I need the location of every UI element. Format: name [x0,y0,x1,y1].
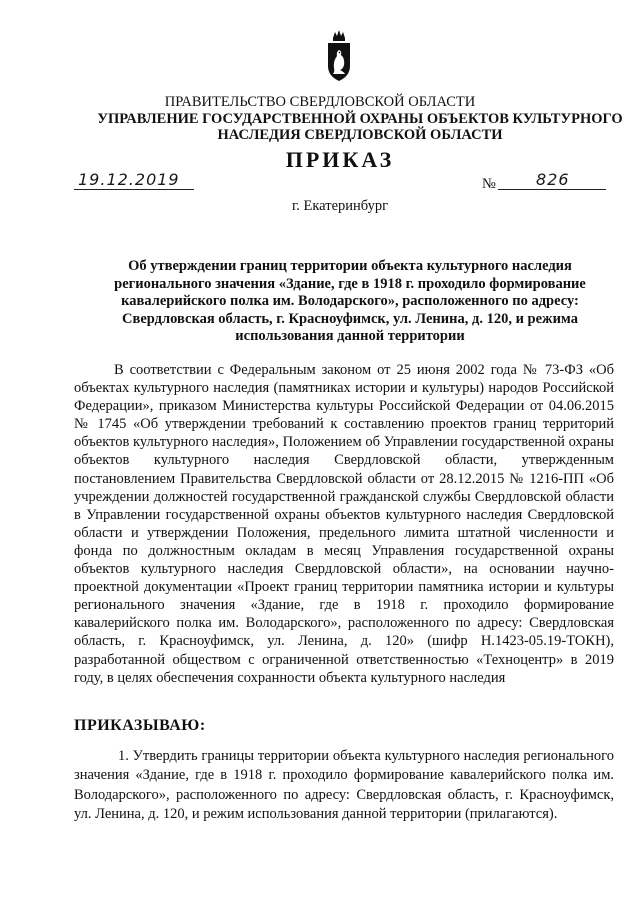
coat-of-arms-icon [325,28,353,84]
number-underline [498,189,606,190]
order-item-1: 1. Утвердить границы территории объекта культурного наследия регионального значения «Здание, где в 1918 г. проходило формирование кавалерийского полка им. Володарского», расположенного по адресу: Свердловская область, г. Красноуфимск, ул. Ленина, д. 120, и режим использования данной территории (прилагаются). [74,748,614,823]
department-name: УПРАВЛЕНИЕ ГОСУДАРСТВЕННОЙ ОХРАНЫ ОБЪЕКТОВ КУЛЬТУРНОГО НАСЛЕДИЯ СВЕРДЛОВСКОЙ ОБЛАСТИ [97,111,623,143]
order-subject: Об утверждении границ территории объекта культурного наследия регионального значения «Здание, где в 1918 г. проходило формирование кавалерийского полка им. Володарского», расположенного по адресу: Свердловская область, г. Красноуфимск, ул. Ленина, д. 120, и режима использования данной территории [114,258,586,345]
date-underline [74,189,194,190]
handwritten-date: 19.12.2019 [78,170,180,189]
order-heading: ПРИКАЗЫВАЮ: [74,717,206,734]
handwritten-number: 826 [536,170,570,189]
city-line: г. Екатеринбург [291,198,389,214]
preamble-paragraph: В соответствии с Федеральным законом от 25 июня 2002 года № 73-ФЗ «Об объектах культурного наследия (памятниках истории и культуры) народов Российской Федерации», приказом Министерства культуры Российской Федерации от 04.06.2015 № 1745 «Об утверждении требований к составлению проектов границ территорий объектов культурного наследия», Положением об Управлении государственной охраны объектов культурного наследия Свердловской области, утвержденным постановлением Правительства Свердловской области от 28.12.2015 № 1216-ПП «Об учреждении должностей государственной гражданской службы Свердловской области в Управлении государственной охраны объектов культурного наследия Свердловской области и утверждении Положения, предельного лимита штатной численности и фонда по должностным окладам в месяц Управления государственной охраны объектов культурного наследия Свердловской области», на основании научно-проектной документации «Проект границ территории памятника истории и культуры регионального значения «Здание, где в 1918 г. проходило формирование кавалерийского полка им. Володарского», расположенного по адресу: Свердловская область, г. Красноуфимск, ул. Ленина, д. 120» (шифр Н.1423-05.19-ТОКН), разработанной обществом с ограниченной ответственностью «Техноцентр» в 2019 году, в целях обеспечения сохранности объекта культурного наследия [74,362,614,686]
government-name: ПРАВИТЕЛЬСТВО СВЕРДЛОВСКОЙ ОБЛАСТИ [164,94,476,110]
number-field [498,172,606,190]
date-field [74,172,194,190]
number-sign: № [482,176,496,192]
document-type: ПРИКАЗ [285,147,395,172]
